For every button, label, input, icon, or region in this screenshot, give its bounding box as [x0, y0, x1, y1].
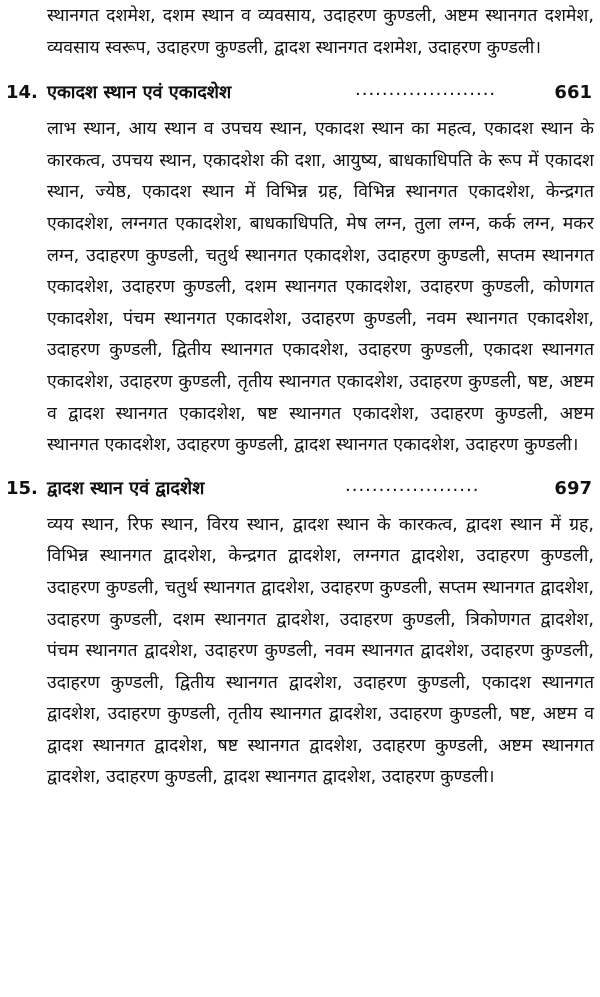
leader-dots: ....................: [345, 474, 480, 496]
chapter-title: द्वादश स्थान एवं द्वादशेश: [47, 477, 205, 499]
chapter-title: एकादश स्थान एवं एकादशेश: [47, 82, 232, 104]
page-number: 661: [554, 82, 592, 104]
chapter-14-topics: लाभ स्थान, आय स्थान व उपचय स्थान, एकादश स्थान का महत्व, एकादश स्थान के कारकत्व, उपचय स्थान, एकादशेश की दशा, आयुष्य, बाधकाधिपति के रूप में एकादश स्थान, ज्येष्ठ, एकादश स्थान में विभिन्न ग्रह, विभिन्न स्थानगत एकादशेश, केन्द्रगत एकादशेश, लग्नगत एकादशेश, बाधकाधिपति, मेष लग्न, तुला लग्न, कर्क लग्न, मकर लग्न, उदाहरण कुण्डली, चतुर्थ स्थानगत एकादशेश, उदाहरण कुण्डली, सप्तम स्थानगत एकादशेश, उदाहरण कुण्डली, दशम स्थानगत एकादशेश, उदाहरण कुण्डली, कोणगत एकादशेश, पंचम स्थानगत एकादशेश, उदाहरण कुण्डली, नवम स्थानगत एकादशेश, उदाहरण कुण्डली, द्वितीय स्थानगत एकादशेश, उदाहरण कुण्डली, एकादश स्थानगत एकादशेश, उदाहरण कुण्डली, तृतीय स्थानगत एकादशेश, उदाहरण कुण्डली, षष्ट, अष्टम व द्वादश स्थानगत एकादशेश, षष्ट स्थानगत एकादशेश, उदाहरण कुण्डली, अष्टम स्थानगत एकादशेश, उदाहरण कुण्डली, द्वादश स्थानगत एकादशेश, उदाहरण कुण्डली।: [47, 119, 594, 456]
leader-dots: .....................: [355, 79, 497, 101]
chapter-14-heading: [0, 72, 600, 114]
chapter-number: 15.: [6, 477, 38, 499]
chapter-number: 14.: [6, 82, 38, 104]
page-number: 697: [554, 477, 592, 499]
chapter-15-heading: [0, 468, 600, 510]
continued-paragraph: स्थानगत दशमेश, दशम स्थान व व्यवसाय, उदाहरण कुण्डली, अष्टम स्थानगत दशमेश, व्यवसाय स्वरूप, उदाहरण कुण्डली, द्वादश स्थानगत दशमेश, उदाहरण कुण्डली।: [47, 6, 594, 58]
chapter-15-topics: व्यय स्थान, रिफ स्थान, विरय स्थान, द्वादश स्थान के कारकत्व, द्वादश स्थान में ग्रह, विभिन्न स्थानगत द्वादशेश, केन्द्रगत द्वादशेश, लग्नगत द्वादशेश, उदाहरण कुण्डली, उदाहरण कुण्डली, चतुर्थ स्थानगत द्वादशेश, उदाहरण कुण्डली, सप्तम स्थानगत द्वादशेश, उदाहरण कुण्डली, दशम स्थानगत द्वादशेश, उदाहरण कुण्डली, त्रिकोणगत द्वादशेश, पंचम स्थानगत द्वादशेश, उदाहरण कुण्डली, नवम स्थानगत द्वादशेश, उदाहरण कुण्डली, उदाहरण कुण्डली, द्वितीय स्थानगत द्वादशेश, उदाहरण कुण्डली, एकादश स्थानगत द्वादशेश, उदाहरण कुण्डली, तृतीय स्थानगत द्वादशेश, उदाहरण कुण्डली, षष्ट, अष्टम व द्वादश स्थानगत द्वादशेश, षष्ट स्थानगत द्वादशेश, उदाहरण कुण्डली, अष्टम स्थानगत द्वादशेश, उदाहरण कुण्डली, द्वादश स्थानगत द्वादशेश, उदाहरण कुण्डली।: [47, 514, 594, 788]
